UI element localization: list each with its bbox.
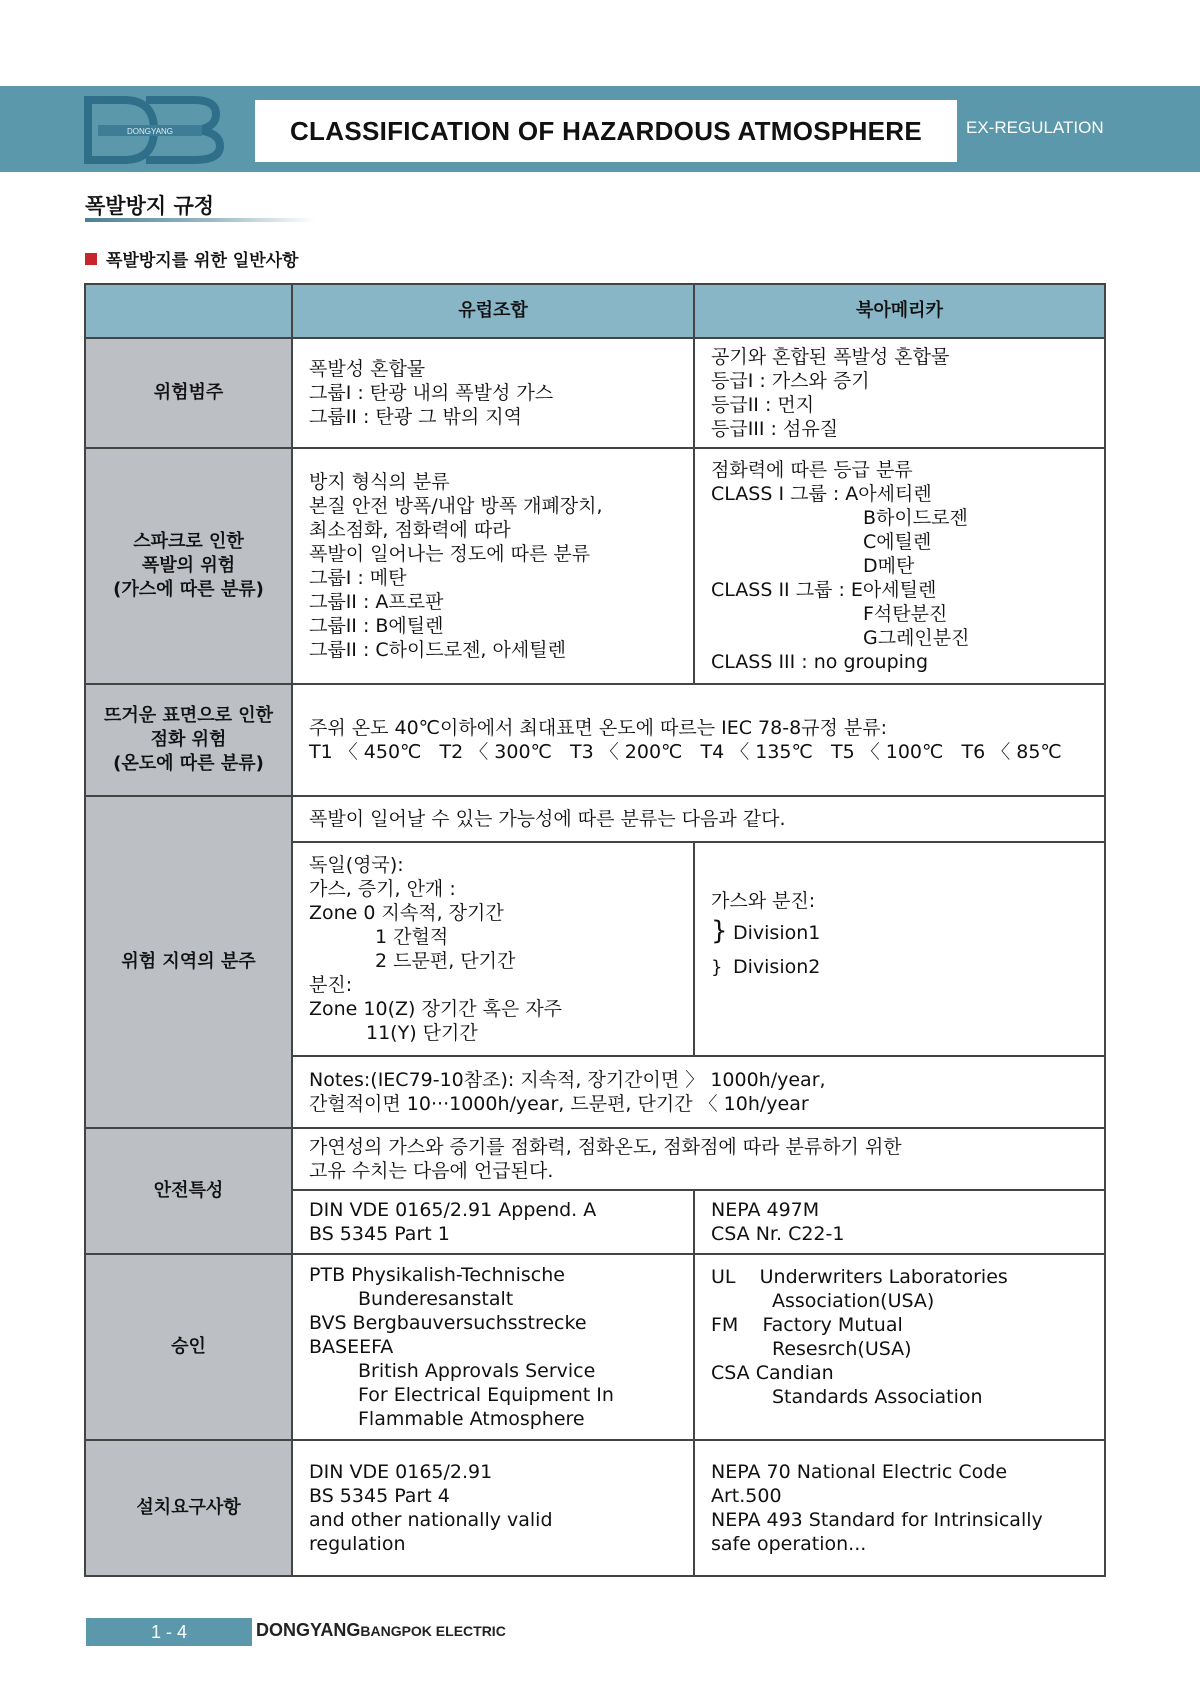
row-label-safety: 안전특성: [85, 1128, 292, 1254]
company-logo: [84, 96, 224, 164]
text-line: UL Underwriters Laboratories: [711, 1266, 1008, 1288]
table-header-row: [85, 284, 1105, 338]
header-corner-cell: [85, 284, 292, 338]
table-row: [85, 684, 1105, 796]
table-row: [85, 796, 1105, 842]
row-label-approval: 승인: [85, 1254, 292, 1440]
text-line: CSA Nr. C22-1: [711, 1223, 845, 1245]
text-line: 가스와 분진:: [711, 890, 816, 912]
text-line: British Approvals Service: [358, 1360, 596, 1382]
text-line: 그룹II : 탄광 그 밖의 지역: [309, 406, 522, 428]
zone-notes: [292, 1056, 1105, 1128]
text-line: 최소점화, 점화력에 따라: [309, 519, 511, 541]
label-line: 폭발의 위험: [141, 555, 236, 576]
text-line: BVS Bergbauversuchsstrecke: [309, 1312, 587, 1334]
page-title: CLASSIFICATION OF HAZARDOUS ATMOSPHERE: [255, 100, 957, 162]
text-line: G그레인분진: [863, 627, 970, 649]
text-line: B하이드로젠: [863, 507, 968, 529]
regulation-table: [84, 283, 1106, 1577]
text-line: 2 드문편, 단기간: [375, 950, 516, 972]
text-line: For Electrical Equipment In: [358, 1384, 614, 1406]
logo-text: DONGYANG: [126, 127, 174, 136]
page-number: 1 - 4: [86, 1618, 252, 1646]
bullet-square-icon: [85, 253, 97, 265]
subheading: [85, 246, 298, 271]
text-line: 공기와 혼합된 폭발성 혼합물: [711, 346, 950, 368]
table-row: [85, 1254, 1105, 1440]
text-line: CSA Candian: [711, 1362, 834, 1384]
text-line: 1 간헐적: [375, 926, 449, 948]
install-eu: [292, 1440, 694, 1576]
row-label-hot: [85, 684, 292, 796]
row-label-zone: 위험 지역의 분주: [85, 796, 292, 1128]
text-line: and other nationally valid: [309, 1509, 553, 1531]
text-line: 등급II : 먼지: [711, 394, 815, 416]
text-line: Notes:(IEC79-10참조): 지속적, 장기간이면 〉 1000h/year,: [309, 1069, 826, 1091]
subheading-text: 폭발방지를 위한 일반사항: [106, 251, 299, 271]
text-line: C에틸렌: [863, 531, 932, 553]
header-na: 북아메리카: [694, 284, 1105, 338]
spark-na: [694, 448, 1105, 684]
table-row: [85, 338, 1105, 448]
section-underline: [85, 218, 315, 222]
text-line: 11(Y) 단기간: [366, 1022, 478, 1044]
division1-line: [711, 916, 1088, 946]
install-na: [694, 1440, 1105, 1576]
footer-brand: [256, 1620, 506, 1641]
text-line: Resesrch(USA): [772, 1338, 912, 1360]
text-line: 그룹II : C하이드로젠, 아세틸렌: [309, 639, 566, 661]
text-line: 본질 안전 방폭/내압 방폭 개폐장치,: [309, 495, 603, 517]
text-line: Zone 0 지속적, 장기간: [309, 902, 504, 924]
text-line: 그룹II : A프로판: [309, 591, 444, 613]
text-line: D메탄: [863, 555, 915, 577]
text-line: F석탄분진: [863, 603, 948, 625]
text-line: 등급III : 섬유질: [711, 418, 839, 440]
label-line: (온도에 따른 분류): [113, 753, 264, 774]
text-line: 점화력에 따른 등급 분류: [711, 459, 913, 481]
footer-brand-sub: BANGPOK ELECTRIC: [360, 1623, 506, 1639]
risk-na: [694, 338, 1105, 448]
text-line: 간헐적이면 10···1000h/year, 드문편, 단기간 〈 10h/year: [309, 1093, 809, 1115]
text-line: Standards Association: [772, 1386, 983, 1408]
text-line: CLASS I 그룹 : A아세티렌: [711, 483, 932, 505]
text-line: Art.500: [711, 1485, 782, 1507]
text-line: BS 5345 Part 1: [309, 1223, 450, 1245]
brace-icon: }: [711, 916, 728, 946]
table-row: [85, 448, 1105, 684]
text-line: regulation: [309, 1533, 406, 1555]
label-line: 점화 위험: [150, 729, 227, 750]
text-line: 등급I : 가스와 증기: [711, 370, 870, 392]
hot-text: [292, 684, 1105, 796]
text-line: Zone 10(Z) 장기간 혹은 자주: [309, 998, 563, 1020]
text-line: 주위 온도 40℃이하에서 최대표면 온도에 따르는 IEC 78-8규정 분류:: [309, 717, 888, 739]
text-line: Association(USA): [772, 1290, 935, 1312]
text-line: 그룹I : 탄광 내의 폭발성 가스: [309, 382, 554, 404]
label-line: 뜨거운 표면으로 인한: [103, 705, 274, 726]
safety-eu: [292, 1190, 694, 1254]
text-line: CLASS III : no grouping: [711, 651, 929, 673]
text-line: 폭발성 혼합물: [309, 358, 426, 380]
text-line: NEPA 70 National Electric Code: [711, 1461, 1008, 1483]
text-line: Bunderesanstalt: [358, 1288, 514, 1310]
header-tag: EX-REGULATION: [966, 118, 1104, 137]
zone-eu: [292, 842, 694, 1056]
text-line: DIN VDE 0165/2.91: [309, 1461, 493, 1483]
section-title: 폭발방지 규정: [85, 194, 215, 218]
text-line: 가연성의 가스와 증기를 점화력, 점화온도, 점화점에 따라 분류하기 위한: [309, 1136, 902, 1158]
zone-na: [694, 842, 1105, 1056]
text-line: NEPA 493 Standard for Intrinsically: [711, 1509, 1043, 1531]
row-label-risk: 위험범주: [85, 338, 292, 448]
text-line: 독일(영국):: [309, 854, 404, 876]
text-line: 그룹II : B에틸렌: [309, 615, 444, 637]
text-line: Flammable Atmosphere: [358, 1408, 585, 1430]
approval-na: [694, 1254, 1105, 1440]
row-label-spark: [85, 448, 292, 684]
text-line: CLASS II 그룹 : E아세틸렌: [711, 579, 937, 601]
text-line: 그룹I : 메탄: [309, 567, 407, 589]
text-line: 가스, 증기, 안개 :: [309, 878, 456, 900]
brace-icon: }: [711, 957, 723, 978]
text-line: PTB Physikalish-Technische: [309, 1264, 565, 1286]
text-line: 방지 형식의 분류: [309, 471, 450, 493]
footer-brand-main: DONGYANG: [256, 1620, 361, 1640]
table-row: [85, 1440, 1105, 1576]
text-line: DIN VDE 0165/2.91 Append. A: [309, 1199, 597, 1221]
division2-label: Division2: [733, 956, 821, 978]
zone-intro: 폭발이 일어날 수 있는 가능성에 따른 분류는 다음과 같다.: [292, 796, 1105, 842]
row-label-install: 설치요구사항: [85, 1440, 292, 1576]
text-line: FM Factory Mutual: [711, 1314, 903, 1336]
text-line: BS 5345 Part 4: [309, 1485, 450, 1507]
text-line: safe operation...: [711, 1533, 867, 1555]
text-line: NEPA 497M: [711, 1199, 820, 1221]
safety-intro: [292, 1128, 1105, 1190]
spark-eu: [292, 448, 694, 684]
header-eu: 유럽조합: [292, 284, 694, 338]
approval-eu: [292, 1254, 694, 1440]
division1-label: Division1: [733, 922, 821, 944]
text-line: 고유 수치는 다음에 언급된다.: [309, 1160, 554, 1182]
label-line: (가스에 따른 분류): [113, 579, 264, 600]
text-line: 분진:: [309, 974, 353, 996]
text-line: T1 〈 450℃ T2 〈 300℃ T3 〈 200℃ T4 〈 135℃ T5 〈 100℃ T6 〈 85℃: [309, 741, 1062, 763]
safety-na: [694, 1190, 1105, 1254]
label-line: 스파크로 인한: [133, 531, 244, 552]
text-line: BASEEFA: [309, 1336, 394, 1358]
text-line: 폭발이 일어나는 정도에 따른 분류: [309, 543, 591, 565]
division2-line: [711, 955, 1088, 980]
table-row: [85, 1128, 1105, 1190]
risk-eu: [292, 338, 694, 448]
